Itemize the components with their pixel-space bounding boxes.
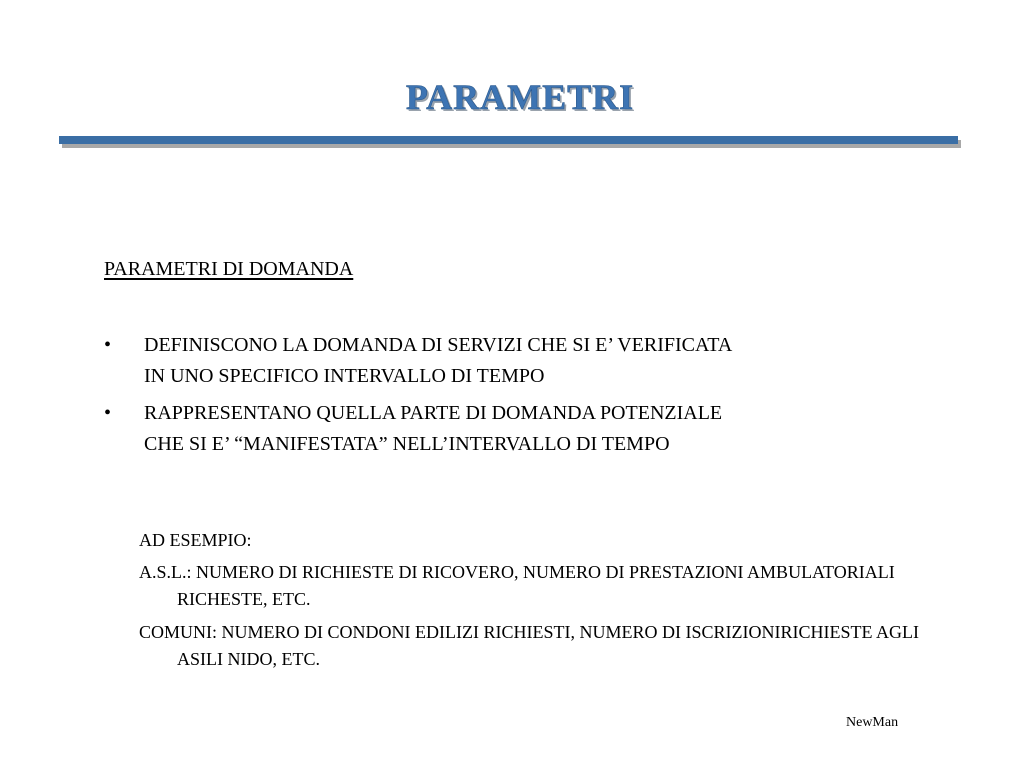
bullet-item: [104, 398, 964, 460]
bullet-text-line: IN UNO SPECIFICO INTERVALLO DI TEMPO: [144, 365, 545, 387]
bullet-text-line: RAPPRESENTANO QUELLA PARTE DI DOMANDA POTENZIALE: [144, 402, 723, 424]
bullet-dot: •: [104, 334, 112, 356]
bullet-list: [104, 330, 964, 466]
example-block: [139, 528, 939, 679]
example-entry-comuni: COMUNI: NUMERO DI CONDONI EDILIZI RICHIESTI, NUMERO DI ISCRIZIONIRICHIESTE AGLI ASILI NIDO, ETC.: [139, 622, 919, 669]
bullet-dot: •: [104, 402, 112, 424]
bullet-item: [104, 330, 964, 392]
slide-title: PARAMETRI: [405, 77, 635, 117]
footer-author: NewMan: [846, 715, 899, 730]
bullet-text-line: DEFINISCONO LA DOMANDA DI SERVIZI CHE SI E’ VERIFICATA: [144, 334, 733, 356]
title-rule: [59, 136, 958, 144]
example-heading: AD ESEMPIO:: [139, 530, 252, 550]
bullet-text-line: CHE SI E’ “MANIFESTATA” NELL’INTERVALLO DI TEMPO: [144, 433, 670, 455]
section-heading: PARAMETRI DI DOMANDA: [104, 258, 354, 280]
example-entry-asl: A.S.L.: NUMERO DI RICHIESTE DI RICOVERO, NUMERO DI PRESTAZIONI AMBULATORIALI RICHESTE, ETC.: [139, 562, 895, 609]
